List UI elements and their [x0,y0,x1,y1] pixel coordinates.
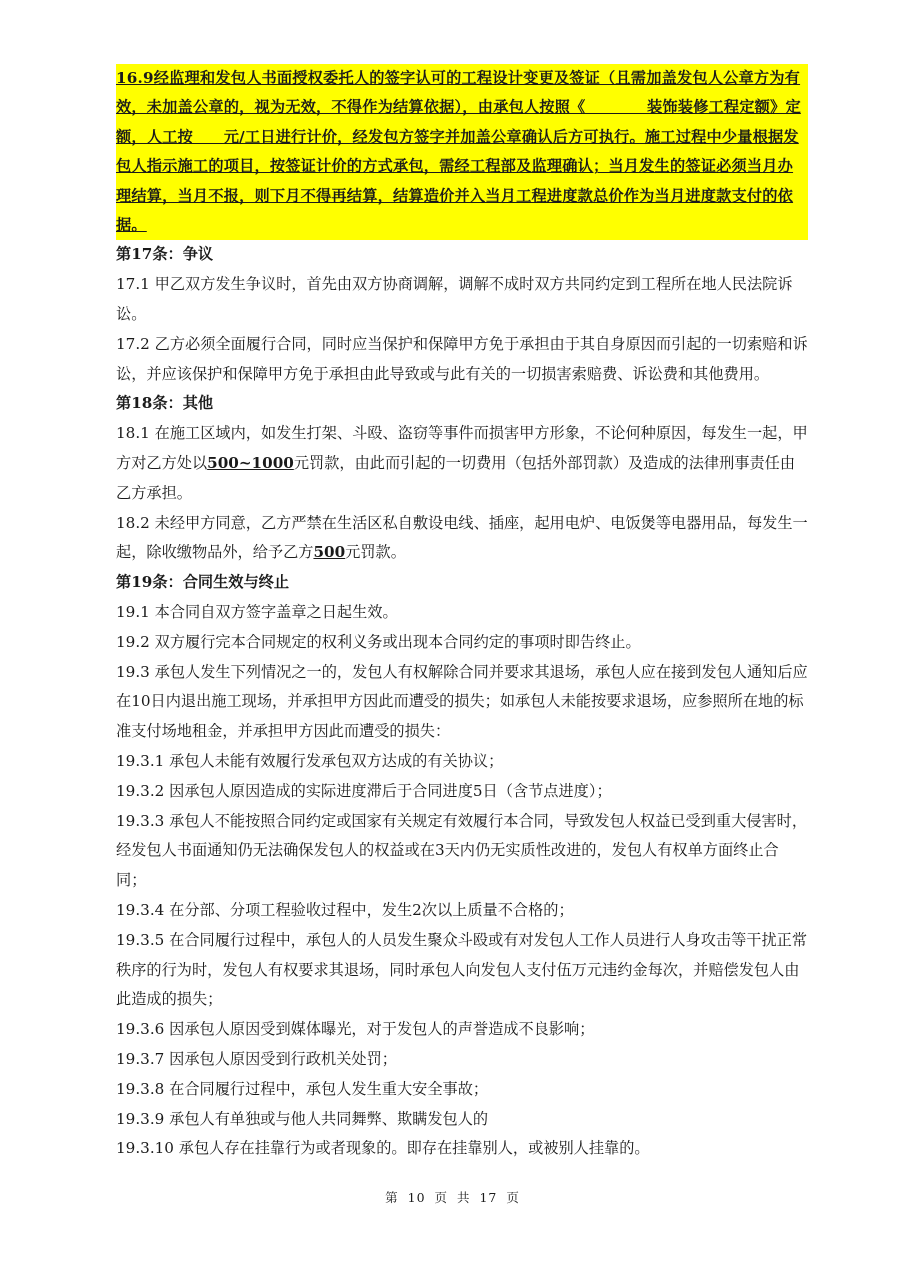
clause-19-3-5: 19.3.5 在合同履行过程中，承包人的人员发生聚众斗殴或有对发包人工作人员进行人身攻击等干扰正常秩序的行为时，发包人有权要求其退场，同时承包人向发包人支付伍万元违约金每次，并赔偿发包人由此造成的损失； [116,930,808,1009]
clause-18-1-text-a: 18.1 在施工区域内，如发生打架、斗殴、盗窃等事件而损害甲方形象，不论何种原因，每发生一起，甲方对乙方处以 [116,424,808,473]
article-17-heading: 第17条：争议 [116,245,214,264]
clause-19-3-1: 19.3.1 承包人未能有效履行发承包双方达成的有关协议； [116,751,504,770]
clause-19-3-10: 19.3.10 承包人存在挂靠行为或者现象的。即存在挂靠别人，或被别人挂靠的。 [116,1139,650,1158]
clause-18-1-text-b: 元罚款，由此而引起的一切费用（包括外部罚款）及造成的法律刑事责任由乙方承担。 [116,454,796,502]
clause-18-2-amount: 500 [313,543,346,562]
page-footer: 第 10 页 共 17 页 [385,1190,520,1205]
clause-18-2 [116,509,808,569]
clause-17-1: 17.1 甲乙双方发生争议时，首先由双方协商调解，调解不成时双方共同约定到工程所在地人民法院诉讼。 [116,275,793,324]
clause-19-2: 19.2 双方履行完本合同规定的权利义务或出现本合同约定的事项时即告终止。 [116,632,641,651]
clause-19-1: 19.1 本合同自双方签字盖章之日起生效。 [116,603,398,621]
clause-19-3-8: 19.3.8 在合同履行过程中，承包人发生重大安全事故； [116,1079,489,1098]
clause-19-3-4: 19.3.4 在分部、分项工程验收过程中，发生2次以上质量不合格的； [116,900,574,919]
article-19-heading: 第19条：合同生效与终止 [116,573,290,592]
clause-19-3-7: 19.3.7 因承包人原因受到行政机关处罚； [116,1049,397,1068]
article-18-heading: 第18条：其他 [116,394,214,413]
clause-18-2-text-b: 元罚款。 [345,543,406,562]
clause-19-3-3: 19.3.3 承包人不能按照合同约定或国家有关规定有效履行本合同，导致发包人权益已受到重大侵害时，经发包人书面通知仍无法确保发包人的权益或在3天内仍无实质性改进的，发包人有权单方面终止合同； [116,811,808,890]
clause-18-2-text-a: 18.2 未经甲方同意，乙方严禁在生活区私自敷设电线、插座，起用电炉、电饭煲等电器用品，每发生一起，除收缴物品外，给予乙方 [116,513,808,562]
clause-16-9: 16.9经监理和发包人书面授权委托人的签字认可的工程设计变更及签证（且需加盖发包人公章方为有效，未加盖公章的，视为无效，不得作为结算依据），由承包人按照《 装饰装修工程定额》定额，人工按 元/工日进行计价，经发包方签字并加盖公章确认后方可执行。施工过程中少量根据发包人指示施工的项目，按签证计价的方式承包，需经工程部及监理确认；当月发生的签证必须当月办理结算，当月不报，则下月不得再结算，结算造价并入当月工程进度款总价作为当月进度款支付的依据。 [116,64,808,240]
clause-19-3-9: 19.3.9 承包人有单独或与他人共同舞弊、欺瞒发包人的 [116,1109,489,1128]
clause-17-2: 17.2 乙方必须全面履行合同，同时应当保护和保障甲方免于承担由于其自身原因而引起的一切索赔和诉讼，并应该保护和保障甲方免于承担由此导致或与此有关的一切损害索赔费、诉讼费和其他费用。 [116,334,808,383]
clause-19-3-6: 19.3.6 因承包人原因受到媒体曝光，对于发包人的声誉造成不良影响； [116,1020,595,1039]
clause-18-1-amount: 500~1000 [207,454,294,473]
contract-page [116,64,808,1164]
clause-19-3-2: 19.3.2 因承包人原因造成的实际进度滞后于合同进度5日（含节点进度）； [116,781,612,800]
clause-19-3: 19.3 承包人发生下列情况之一的，发包人有权解除合同并要求其退场，承包人应在接到发包人通知后应在10日内退出施工现场，并承担甲方因此而遭受的损失；如承包人未能按要求退场，应参照所在地的标准支付场地租金，并承担甲方因此而遭受的损失： [116,662,808,741]
clause-18-1 [116,419,808,508]
